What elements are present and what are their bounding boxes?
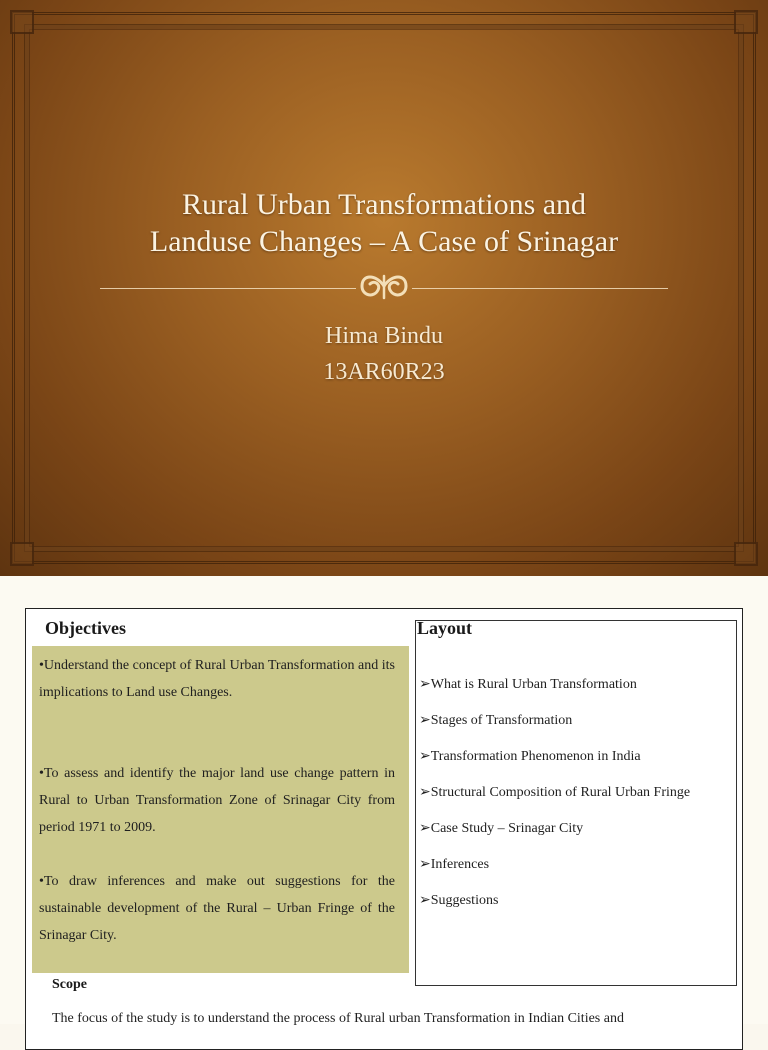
layout-list-item: ➢Transformation Phenomenon in India: [419, 749, 641, 764]
layout-list-item: ➢Inferences: [419, 857, 490, 872]
layout-list-item: ➢What is Rural Urban Transformation: [419, 677, 637, 692]
layout-heading: Layout: [417, 618, 473, 638]
objective-item: •To draw inferences and make out suggestions for the sustainable development of the Rural – Urban Fringe of the Srinagar City.: [39, 874, 395, 943]
layout-list-item: ➢Structural Composition of Rural Urban Fringe: [419, 785, 691, 800]
objective-item: •Understand the concept of Rural Urban Transformation and its implications to Land use Changes.: [39, 658, 395, 700]
fleuron-ornament-icon: [354, 266, 414, 306]
slide-title-line-1: Rural Urban Transformations and: [181, 188, 587, 221]
frame-corner-top-left: [10, 10, 34, 34]
frame-corner-bottom-left: [10, 542, 34, 566]
layout-list-item: ➢Case Study – Srinagar City: [419, 821, 584, 836]
roll-number: 13AR60R23: [323, 359, 445, 385]
content-slide: [0, 576, 768, 1024]
layout-box: [415, 620, 737, 986]
layout-list-item: ➢Suggestions: [419, 893, 499, 908]
title-divider-left: [100, 288, 356, 289]
title-divider-right: [412, 288, 668, 289]
scope-text: The focus of the study is to understand the process of Rural urban Transformation in Indian Cities and: [52, 1011, 624, 1026]
slide-title-line-2: Landuse Changes – A Case of Srinagar: [149, 225, 619, 258]
frame-corner-bottom-right: [734, 542, 758, 566]
frame-corner-top-right: [734, 10, 758, 34]
objectives-heading: Objectives: [45, 618, 126, 638]
slide-title: [90, 186, 678, 260]
layout-list-item: ➢Stages of Transformation: [419, 713, 573, 728]
author-name: Hima Bindu: [325, 323, 443, 349]
objective-item: •To assess and identify the major land use change pattern in Rural to Urban Transformation Zone of Srinagar City from period 1971 to 2009.: [39, 766, 395, 835]
scope-heading: Scope: [52, 977, 87, 992]
